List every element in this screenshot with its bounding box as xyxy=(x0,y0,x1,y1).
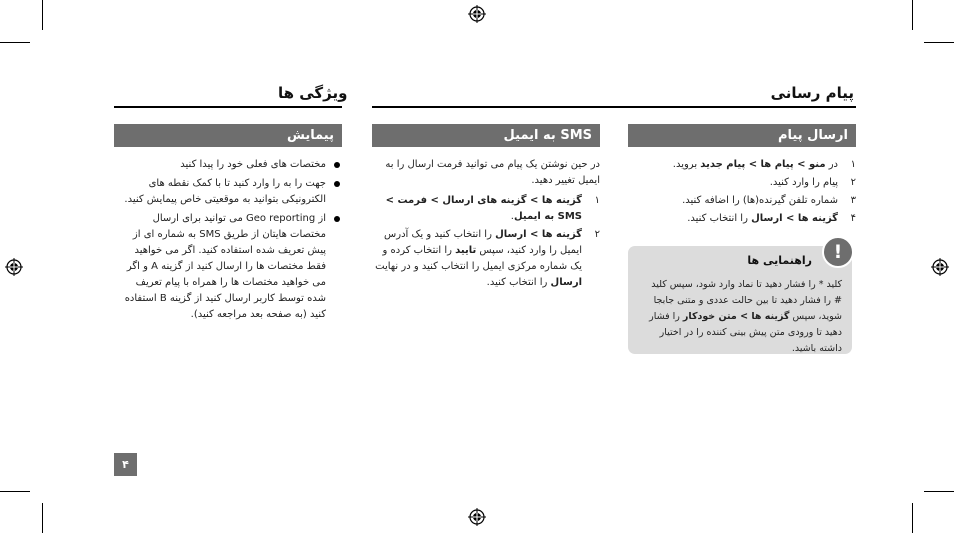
crop-mark xyxy=(912,0,913,30)
list-item xyxy=(628,157,856,173)
menu-path: تایید xyxy=(455,245,477,256)
bullet-icon xyxy=(334,181,340,187)
page-title-messaging: پیام رسانی xyxy=(770,84,854,102)
step-text: پیام را وارد کنید. xyxy=(769,177,838,188)
list-item xyxy=(372,193,600,225)
crop-mark xyxy=(0,42,30,43)
step-number: ۱ xyxy=(850,159,856,170)
tip-line xyxy=(638,309,842,325)
menu-path: گزینه ها > متن خودکار xyxy=(682,311,790,322)
heading-rule-left xyxy=(114,106,342,108)
tip-text: را فشار xyxy=(649,311,683,322)
send-message-steps xyxy=(628,157,856,227)
section-header-navigation: پیمایش xyxy=(114,124,342,147)
list-item xyxy=(114,211,342,323)
tip-line: داشته باشید. xyxy=(791,343,842,354)
list-item xyxy=(372,227,600,291)
step-number: ۴ xyxy=(850,213,856,224)
intro-paragraph: در حین نوشتن یک پیام می توانید فرمت ارسال را به ایمیل تغییر دهید. xyxy=(385,159,600,186)
registration-mark-icon xyxy=(468,5,486,23)
step-text: در xyxy=(825,159,838,170)
send-message-section xyxy=(628,157,856,229)
step-text: . xyxy=(510,211,514,222)
menu-path: گزینه ها > گزینه های ارسال > فرمت > SMS به ایمیل xyxy=(385,195,582,222)
step-number: ۳ xyxy=(850,195,856,206)
tip-line: کلید * را فشار دهید تا نماد وارد شود، سپس کلید xyxy=(651,279,842,290)
bullet-text: از Geo reporting می توانید برای ارسال مختصات هایتان از طریق SMS به شماره ای از پیش تعریف شده استفاده کنید. اگر می خواهید فقط مختصات ها را ارسال کنید از گزینه A و اگر می خواهید مختصات ها را همراه با پیام تعریف شده توسط کاربر ارسال کنید از گزینه B استفاده کنید (به صفحه بعد مراجعه کنید). xyxy=(124,213,326,320)
menu-path: ارسال xyxy=(495,229,527,240)
step-text: را انتخاب کرده و یک شماره مرکزی ایمیل را انتخاب کنید و در نهایت xyxy=(375,245,582,272)
registration-mark-icon xyxy=(5,258,23,276)
bullet-icon xyxy=(334,162,340,168)
registration-mark-icon xyxy=(468,508,486,526)
list-item xyxy=(628,211,856,227)
tip-line: # را فشار دهید تا بین حالت عددی و متنی جابجا xyxy=(653,295,842,306)
sms-to-email-steps xyxy=(372,193,600,291)
menu-path: گزینه ها > xyxy=(526,229,582,240)
crop-mark xyxy=(0,491,30,492)
tip-line: دهید تا ورودی متن پیش بینی کننده را در اختیار xyxy=(659,327,842,338)
step-text: بروید. xyxy=(672,159,701,170)
list-item xyxy=(628,175,856,191)
tip-body xyxy=(638,277,842,357)
list-item xyxy=(628,193,856,209)
tip-text: شوید، سپس xyxy=(789,311,842,322)
navigation-bullets xyxy=(114,157,342,323)
page-number: ۴ xyxy=(114,453,137,476)
step-text: را انتخاب کنید. xyxy=(687,213,752,224)
step-number: ۲ xyxy=(850,177,856,188)
step-text: شماره تلفن گیرنده(ها) را اضافه کنید. xyxy=(682,195,838,206)
sms-to-email-section xyxy=(372,157,600,293)
section-header-send-message: ارسال پیام xyxy=(628,124,856,147)
crop-mark xyxy=(42,503,43,533)
tip-title: راهنمایی ها xyxy=(747,254,812,267)
list-item xyxy=(114,157,342,173)
registration-mark-icon xyxy=(931,258,949,276)
crop-mark xyxy=(912,503,913,533)
list-item xyxy=(114,176,342,208)
page-title-features: ویژگی ها xyxy=(278,84,348,102)
step-text: را انتخاب کنید و یک آدرس ایمیل را وارد کنید، سپس xyxy=(384,229,582,256)
heading-rule-right xyxy=(372,106,856,108)
menu-path: گزینه ها > ارسال xyxy=(751,213,838,224)
crop-mark xyxy=(42,0,43,30)
bullet-text: جهت را به را وارد کنید تا با کمک نقطه های الکترونیکی بتوانید به موقعیتی خاص پیمایش کنید. xyxy=(124,178,326,205)
exclamation-icon: ! xyxy=(822,236,854,268)
step-text: را انتخاب کنید. xyxy=(486,277,551,288)
step-number: ۲ xyxy=(594,229,600,240)
menu-path: منو > پیام ها > پیام جدید xyxy=(700,159,826,170)
menu-path: ارسال xyxy=(550,277,582,288)
navigation-section xyxy=(114,157,342,326)
tip-box xyxy=(628,241,852,354)
bullet-text: مختصات های فعلی خود را پیدا کنید xyxy=(180,159,326,170)
step-number: ۱ xyxy=(594,195,600,206)
crop-mark xyxy=(924,491,954,492)
crop-mark xyxy=(924,42,954,43)
section-header-sms-to-email: SMS به ایمیل xyxy=(372,124,600,147)
bullet-icon xyxy=(334,216,340,222)
